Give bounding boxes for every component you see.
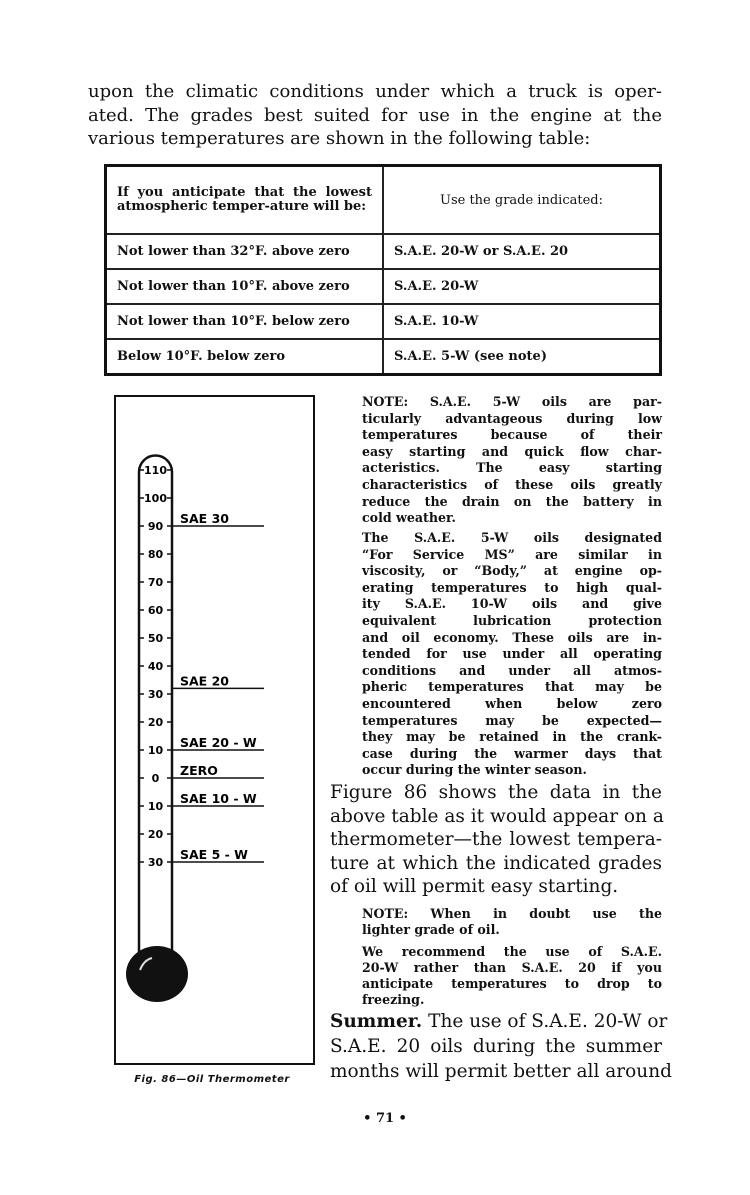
intro-line: upon the climatic conditions under which a truck is oper- [88, 81, 662, 102]
note-line: NOTE: S.A.E. 5-W oils are par- [362, 394, 662, 409]
table-row [106, 339, 661, 375]
text-line: tended for use under all operating [362, 646, 662, 662]
tick-label: 30 [147, 856, 164, 869]
text-line: erating temperatures to high qual- [362, 579, 662, 595]
note-line: acteristics. The easy starting [362, 460, 662, 476]
grade-marker-label: SAE 30 [180, 511, 229, 526]
table-cell-temperature: Not lower than 32°F. above zero [106, 234, 384, 269]
tick-label: 90 [147, 520, 164, 533]
tick-label: 60 [147, 604, 164, 617]
tick-label: 30 [147, 688, 164, 701]
note-line: reduce the drain on the battery in [362, 493, 662, 509]
intro-line: ated. The grades best suited for use in the engine at the [88, 104, 662, 126]
text-line: occur during the winter season. [362, 762, 587, 778]
text-line: anticipate temperatures to drop to [362, 976, 662, 991]
text-line: The S.A.E. 5-W oils designated [362, 530, 662, 545]
table-header-grade: Use the grade indicated: [383, 166, 661, 235]
table-row [106, 234, 661, 269]
intro-paragraph [88, 80, 662, 151]
text-line: Figure 86 shows the data in the [330, 782, 662, 803]
text-line: thermometer—the lowest tempera- [330, 829, 662, 850]
note-line: lighter grade of oil. [362, 922, 500, 937]
tick-label: 50 [147, 632, 164, 645]
note-line: easy starting and quick flow char- [362, 443, 662, 459]
text-line: and oil economy. These oils are in- [362, 629, 662, 645]
note-line: NOTE: When in doubt use the [362, 906, 662, 921]
table-cell-grade: S.A.E. 20-W or S.A.E. 20 [383, 234, 661, 269]
tick-label: 80 [147, 548, 164, 561]
text-line: equivalent lubrication protection [362, 612, 662, 628]
summer-line: months will permit better all around [330, 1061, 672, 1082]
tick-label: 100 [144, 492, 167, 505]
text-line: 20-W rather than S.A.E. 20 if you [362, 960, 662, 975]
note-line: cold weather. [362, 510, 456, 526]
oil-grade-table [104, 164, 662, 376]
oil-thermometer-figure [114, 395, 315, 1065]
text-line: case during the warmer days that [362, 745, 662, 761]
thermometer-illustration [116, 397, 313, 1063]
text-line: they may be retained in the crank- [362, 729, 662, 745]
table-cell-grade: S.A.E. 5-W (see note) [383, 339, 661, 375]
page-number: • 71 • [363, 1111, 407, 1126]
text-line: of oil will permit easy starting. [330, 876, 619, 897]
table-cell-grade: S.A.E. 10-W [383, 304, 661, 339]
tick-label: 20 [147, 716, 164, 729]
figure-caption: Fig. 86—Oil Thermometer [134, 1074, 290, 1085]
tick-label: 70 [147, 576, 164, 589]
tick-label: 40 [147, 660, 164, 673]
text-line: ture at which the indicated grades [330, 852, 662, 874]
text-line: conditions and under all atmos- [362, 662, 662, 678]
grade-marker-label: SAE 5 - W [180, 847, 248, 862]
text-line: freezing. [362, 992, 425, 1007]
note-recommendation [362, 944, 662, 1008]
tick-label: 0 [151, 772, 160, 785]
table-header-row [106, 166, 661, 235]
table-cell-temperature: Not lower than 10°F. above zero [106, 269, 384, 304]
tick-label: 10 [147, 744, 164, 757]
tick-label: 20 [147, 828, 164, 841]
grade-marker-label: SAE 20 - W [180, 735, 257, 750]
summer-paragraph [330, 1009, 672, 1084]
tick-label: 10 [147, 800, 164, 813]
grade-marker-label: ZERO [180, 763, 218, 778]
grade-marker-label: SAE 20 [180, 673, 229, 689]
text-line: temperatures may be expected— [362, 712, 662, 728]
text-line: “For Service MS” are similar in [362, 546, 662, 562]
intro-line: various temperatures are shown in the following table: [88, 128, 591, 149]
figure-86-paragraph [330, 781, 662, 899]
note-service-ms [362, 530, 662, 779]
note-line: ticularly advantageous during low [362, 410, 662, 426]
note-line: characteristics of these oils greatly [362, 476, 662, 492]
note-line: temperatures because of their [362, 427, 662, 443]
grade-marker-label: SAE 10 - W [180, 791, 257, 806]
text-line: encountered when below zero [362, 695, 662, 711]
table-header-temperature: If you anticipate that the lowest atmospheric temper-ature will be: [106, 166, 384, 235]
summer-line: The use of S.A.E. 20-W or [422, 1011, 668, 1032]
thermometer-bulb [126, 946, 188, 1002]
text-line: ity S.A.E. 10-W oils and give [362, 596, 662, 612]
table-row [106, 269, 661, 304]
text-line: viscosity, or “Body,” at engine op- [362, 563, 662, 579]
text-line: We recommend the use of S.A.E. [362, 944, 662, 959]
table-cell-temperature: Below 10°F. below zero [106, 339, 384, 375]
text-line: above table as it would appear on a [330, 805, 664, 827]
table-row [106, 304, 661, 339]
tick-label: 110 [144, 464, 167, 477]
summer-heading: Summer. [330, 1011, 423, 1032]
note-5w-oils [362, 394, 662, 527]
table-cell-grade: S.A.E. 20-W [383, 269, 661, 304]
note-lighter-grade [362, 906, 662, 938]
summer-line: S.A.E. 20 oils during the summer [330, 1036, 662, 1057]
table-cell-temperature: Not lower than 10°F. below zero [106, 304, 384, 339]
text-line: pheric temperatures that may be [362, 679, 662, 695]
